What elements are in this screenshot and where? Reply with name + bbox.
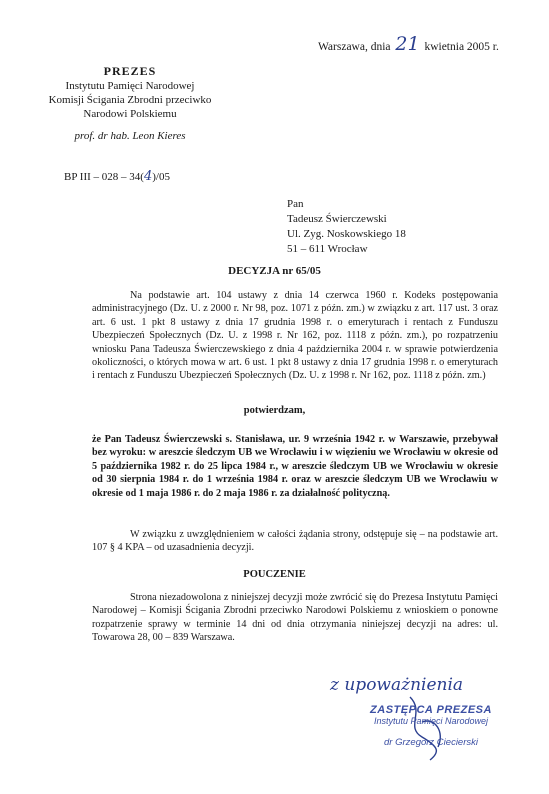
addressee-block — [287, 197, 406, 257]
decision-title: DECYZJA nr 65/05 — [228, 265, 321, 277]
basis-text: Na podstawie art. 104 ustawy z dnia 14 czerwca 1960 r. Kodeks postępowania administracyjnego (Dz. U. z 2000 r. Nr 98, poz. 1071 z późn. zm.) w związku z art. 117 ust. 3 oraz art. 6 ust. 1 pkt 8 ustawy z dnia 17 grudnia 1998 r. o emeryturach i rentach z Funduszu Ubezpieczeń Społecznych (Dz. U. z 1998 r. Nr 162, poz. 1118 z późn. zm.), po rozpatrzeniu wniosku Pana Tadeusza Świerczewskiego z dnia 4 października 2004 r. w sprawie potwierdzenia okoliczności, o których mowa w art. 6 ust. 1 pkt 8 ustawy z dnia 17 grudnia 1998 r. o emeryturach i rentach z Funduszu Ubezpieczeń Społecznych (Dz. U. z 1998 r. Nr 162, poz. 1118 z późn. zm.) — [92, 290, 498, 382]
instruction-paragraph — [92, 591, 498, 645]
issuer-title: PREZES — [103, 64, 157, 78]
confirm-heading: potwierdzam, — [243, 405, 306, 416]
instruction-text: Strona niezadowolona z niniejszej decyzji może zwrócić się do Prezesa Instytutu Pamięci Narodowej – Komisji Ścigania Zbrodni przeciwko Narodowi Polskiemu z wnioskiem o ponowne rozpatrzenie sprawy w terminie 14 dni od dnia otrzymania niniejszej decyzji na adres: ul. Towarowa 28, 00 – 839 Warszawa. — [92, 592, 498, 644]
addressee-line: Ul. Zyg. Noskowskiego 18 — [287, 228, 406, 240]
confirm-body: że Pan Tadeusz Świerczewski s. Stanisława, ur. 9 września 1942 r. w Warszawie, przebywał bez wyroku: w areszcie śledczym UB we Wrocławiu i w więzieniu we Wrocławiu w okresie od 5 października 1982 r. do 25 lipca 1984 r., w areszcie śledczym UB we Wrocławiu w okresie od 30 sierpnia 1984 r. do 1 września 1984 r. oraz w areszcie śledczym UB we Wrocławiu w okresie od 1 maja 1986 r. do 2 maja 1986 r. za działalność polityczną. — [92, 434, 498, 499]
reference-suffix: )/05 — [152, 171, 170, 183]
addressee-line: Pan — [287, 198, 304, 210]
signature-handwritten: z upoważnienia — [330, 675, 464, 695]
document-date — [318, 33, 499, 55]
addressee-line: 51 – 611 Wrocław — [287, 243, 368, 255]
issuer-line: Komisji Ścigania Zbrodni przeciwko — [48, 94, 212, 106]
issuer-block — [30, 64, 230, 143]
issuer-person: prof. dr hab. Leon Kieres — [74, 130, 186, 142]
date-day-handwritten: 21 — [395, 33, 420, 55]
basis-paragraph — [92, 289, 498, 383]
issuer-line: Narodowi Polskiemu — [83, 108, 177, 120]
reference-prefix: BP III – 028 – 34( — [64, 171, 144, 183]
stamp-title: ZASTĘPCA PREZESA — [370, 704, 492, 716]
official-stamp — [356, 705, 506, 748]
justification-text: W związku z uwzględnieniem w całości żądania strony, odstępuje się – na podstawie art. 107 § 4 KPA – od uzasadnienia decyzji. — [92, 529, 498, 554]
date-suffix: kwietnia 2005 r. — [424, 41, 499, 53]
reference-number — [64, 169, 170, 184]
instruction-heading: POUCZENIE — [243, 569, 306, 580]
justification-paragraph — [92, 528, 498, 555]
date-prefix: Warszawa, dnia — [318, 41, 391, 53]
addressee-line: Tadeusz Świerczewski — [287, 213, 387, 225]
issuer-line: Instytutu Pamięci Narodowej — [65, 80, 195, 92]
stamp-name: dr Grzegorz Ciecierski — [384, 737, 478, 748]
reference-handwritten: 4 — [143, 169, 153, 184]
stamp-subtitle: Instytutu Pamięci Narodowej — [373, 716, 489, 726]
